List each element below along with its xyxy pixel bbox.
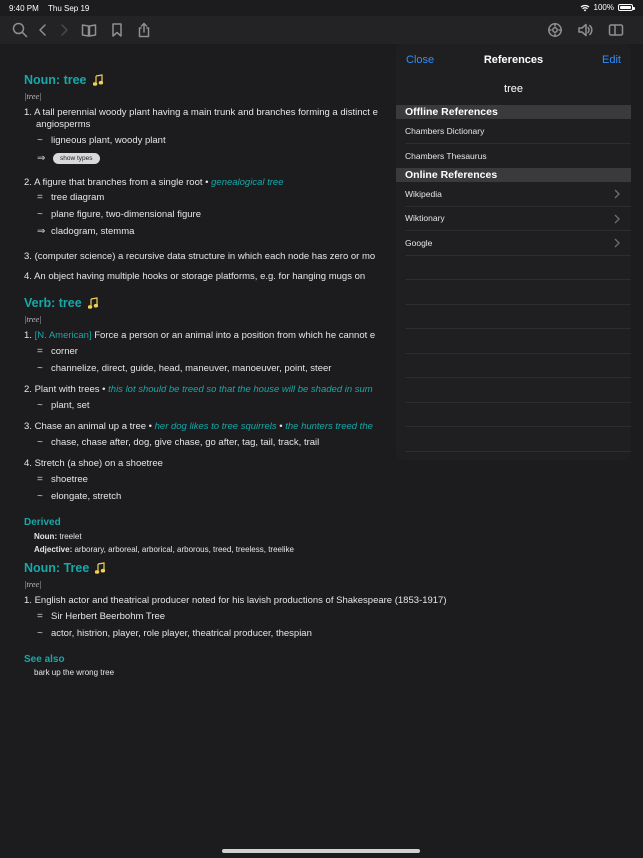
pronunciation: |tree| — [24, 91, 42, 101]
sense-4 — [24, 271, 365, 283]
example-text: the hunters treed the — [285, 421, 373, 432]
see-also-item[interactable]: bark up the wrong tree — [34, 668, 115, 677]
empty-row — [405, 427, 631, 452]
home-indicator[interactable] — [222, 849, 420, 853]
status-time: 9:40 PM — [9, 4, 39, 13]
music-note-icon[interactable] — [88, 297, 98, 309]
chevron-right-icon — [614, 238, 620, 248]
arrow-symbol: ⇒ — [37, 226, 46, 237]
derived-adjective-words[interactable]: arborary, arboreal, arborical, arborous, treed, treeless, treelike — [74, 545, 294, 554]
derived-adjective — [34, 545, 294, 554]
chevron-right-icon — [614, 189, 620, 199]
entry-heading-label: Noun: tree — [24, 73, 87, 87]
pronunciation: |tree| — [24, 314, 42, 324]
related-words[interactable]: corner — [51, 346, 78, 357]
sense-4 — [24, 458, 163, 470]
empty-row — [405, 403, 631, 428]
reference-google[interactable] — [405, 231, 631, 256]
reference-chambers-thesaurus[interactable] — [405, 144, 631, 169]
equal-symbol: = — [37, 611, 43, 622]
empty-row — [405, 280, 631, 305]
example-text: her dog likes to tree squirrels — [154, 421, 277, 432]
online-references-header: Online References — [396, 168, 631, 182]
reference-label: Wiktionary — [405, 213, 445, 224]
reference-label: Chambers Dictionary — [405, 125, 485, 136]
empty-row — [405, 378, 631, 403]
similar-symbol: ~ — [37, 437, 43, 448]
status-date: Thu Sep 19 — [48, 4, 90, 13]
related-words[interactable]: ligneous plant, woody plant — [51, 135, 166, 146]
empty-row — [405, 305, 631, 330]
sense-text: (computer science) a recursive data structure in which each node has zero or mo — [34, 251, 376, 262]
related-words[interactable]: plane figure, two-dimensional figure — [51, 209, 201, 220]
sense-number: 2. — [24, 384, 32, 395]
example-text: this lot should be treed so that the house will be shaded in sum — [108, 384, 373, 395]
arrow-symbol: ⇒ — [37, 153, 46, 164]
sense-text: Force a person or an animal into a position from which he cannot e — [94, 330, 376, 341]
similar-row[interactable] — [37, 437, 319, 448]
settings-icon[interactable] — [545, 20, 565, 40]
synonym-row[interactable] — [37, 611, 165, 622]
synonym-row[interactable] — [37, 346, 78, 357]
reference-wikipedia[interactable] — [405, 182, 631, 207]
similar-row[interactable] — [37, 135, 166, 146]
related-words[interactable]: plant, set — [51, 400, 90, 411]
equal-symbol: = — [37, 346, 43, 357]
sense-number: 3. — [24, 251, 32, 262]
battery-percent: 100% — [593, 3, 614, 12]
sense-text: A tall perennial woody plant having a main trunk and branches forming a distinct e — [34, 107, 378, 118]
related-words[interactable]: cladogram, stemma — [51, 226, 135, 237]
music-note-icon[interactable] — [93, 74, 103, 86]
bookmark-icon[interactable] — [107, 20, 127, 40]
sense-text: Plant with trees • — [34, 384, 106, 395]
offline-references-header: Offline References — [396, 105, 631, 119]
show-types-button[interactable]: show types — [53, 153, 100, 164]
forward-icon[interactable] — [54, 20, 74, 40]
music-note-icon[interactable] — [95, 562, 105, 574]
sense-text: English actor and theatrical producer noted for his lavish productions of Shakespeare (1853-1917) — [34, 595, 447, 606]
similar-row[interactable] — [37, 628, 312, 639]
similar-symbol: ~ — [37, 400, 43, 411]
synonym-row[interactable] — [37, 192, 104, 203]
status-right — [580, 3, 633, 12]
similar-row[interactable] — [37, 363, 331, 374]
status-bar — [0, 0, 643, 16]
hyponym-row[interactable] — [37, 153, 100, 164]
reference-wiktionary[interactable] — [405, 207, 631, 232]
example-separator: • — [279, 421, 283, 432]
synonym-row[interactable] — [37, 474, 88, 485]
sense-text: Chase an animal up a tree • — [34, 421, 152, 432]
sense-text: An object having multiple hooks or storage platforms, e.g. for hanging mugs on — [34, 271, 366, 282]
sense-number: 1. — [24, 107, 32, 118]
sense-number: 2. — [24, 177, 32, 188]
sense-number: 4. — [24, 271, 32, 282]
related-words[interactable]: channelize, direct, guide, head, maneuver, manoeuver, point, steer — [51, 363, 332, 374]
derived-heading: Derived — [24, 517, 61, 528]
sense-3 — [24, 251, 375, 263]
entry-heading — [24, 73, 103, 87]
sense-1 — [24, 330, 375, 342]
empty-row — [405, 354, 631, 379]
derived-noun — [34, 532, 82, 541]
empty-row — [405, 329, 631, 354]
popover-title: References — [483, 54, 544, 66]
similar-symbol: ~ — [37, 491, 43, 502]
search-icon[interactable] — [10, 20, 30, 40]
similar-row[interactable] — [37, 491, 121, 502]
wifi-icon — [580, 4, 590, 12]
entry-heading-label: Verb: tree — [24, 296, 82, 310]
close-button[interactable]: Close — [406, 54, 435, 66]
related-words[interactable]: chase, chase after, dog, give chase, go after, tag, tail, track, trail — [51, 437, 320, 448]
entry-heading — [24, 296, 98, 310]
similar-symbol: ~ — [37, 135, 43, 146]
chevron-right-icon — [614, 214, 620, 224]
hyponym-row[interactable] — [37, 226, 134, 237]
reference-chambers-dictionary[interactable] — [405, 119, 631, 144]
related-words[interactable]: Sir Herbert Beerbohm Tree — [51, 611, 166, 622]
entry-heading — [24, 561, 105, 575]
sense-text: A figure that branches from a single root • — [34, 177, 209, 188]
similar-symbol: ~ — [37, 363, 43, 374]
speaker-icon[interactable] — [575, 20, 595, 40]
reference-label: Chambers Thesaurus — [405, 150, 487, 161]
entry-heading-label: Noun: Tree — [24, 561, 90, 575]
sense-text: Stretch (a shoe) on a shoetree — [34, 458, 163, 469]
popover-header — [396, 44, 631, 76]
battery-icon — [618, 4, 633, 11]
split-view-icon[interactable] — [606, 20, 626, 40]
sense-text-cont: angiosperms — [36, 119, 91, 130]
similar-symbol: ~ — [37, 209, 43, 220]
reference-label: Wikipedia — [405, 188, 442, 199]
equal-symbol: = — [37, 192, 43, 203]
equal-symbol: = — [37, 474, 43, 485]
similar-symbol: ~ — [37, 628, 43, 639]
reference-label: Google — [405, 237, 433, 248]
empty-row — [405, 256, 631, 281]
example-text: genealogical tree — [211, 177, 284, 188]
see-also-heading: See also — [24, 654, 65, 665]
back-icon[interactable] — [33, 20, 53, 40]
sense-2 — [24, 384, 373, 396]
sense-number: 4. — [24, 458, 32, 469]
book-icon[interactable] — [79, 20, 99, 40]
sense-3 — [24, 421, 373, 433]
lookup-word: tree — [504, 83, 523, 95]
similar-row[interactable] — [37, 400, 90, 411]
related-words[interactable]: actor, histrion, player, role player, theatrical producer, thespian — [51, 628, 312, 639]
related-words[interactable]: elongate, stretch — [51, 491, 122, 502]
sense-number: 3. — [24, 421, 32, 432]
references-popover — [396, 44, 631, 460]
sense-2 — [24, 177, 283, 189]
sense-1 — [24, 595, 447, 607]
derived-noun-label: Noun: — [34, 532, 58, 541]
sense-1 — [24, 107, 378, 119]
derived-adjective-label: Adjective: — [34, 545, 73, 554]
pronunciation: |tree| — [24, 579, 42, 589]
derived-noun-words[interactable]: treelet — [59, 532, 82, 541]
sense-number: 1. — [24, 595, 32, 606]
region-tag: [N. American] — [34, 330, 92, 341]
similar-row[interactable] — [37, 209, 201, 220]
related-words[interactable]: tree diagram — [51, 192, 105, 203]
edit-button[interactable]: Edit — [602, 54, 621, 66]
related-words[interactable]: shoetree — [51, 474, 88, 485]
share-icon[interactable] — [134, 20, 154, 40]
sense-number: 1. — [24, 330, 32, 341]
toolbar — [0, 16, 643, 44]
